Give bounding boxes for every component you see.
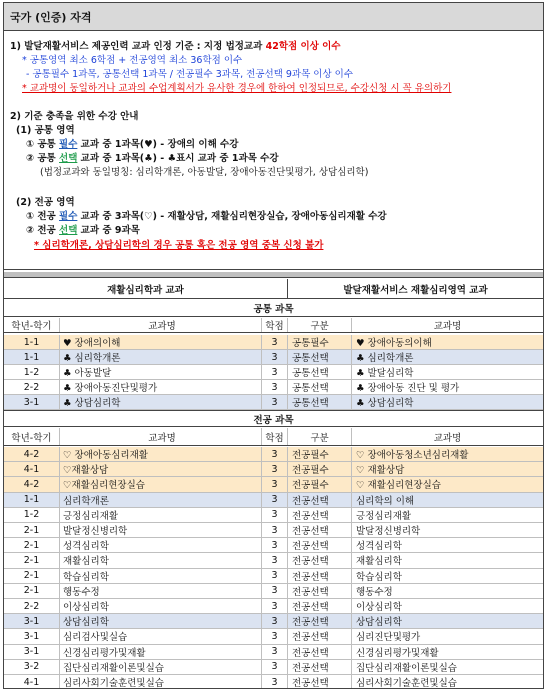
cell-type: 공통선택 xyxy=(288,395,352,409)
cell-term: 3-1 xyxy=(4,645,60,659)
col-course: 교과명 xyxy=(60,428,262,445)
col-type: 구분 xyxy=(288,428,352,445)
cell-credit: 3 xyxy=(262,523,288,537)
common-elective-rest: 교과 중 1과목(♣) - ♣표시 교과 중 1과목 수강 xyxy=(77,153,279,164)
major-elective-line xyxy=(26,225,140,237)
cell-term: 1-1 xyxy=(4,493,60,507)
common-required-prefix: ① 공통 xyxy=(26,139,60,150)
cell-credit: 3 xyxy=(262,584,288,598)
common-elective-line xyxy=(26,153,279,165)
cell-credit: 3 xyxy=(262,614,288,628)
common-courses-title: 공통 과목 xyxy=(4,300,543,317)
col-equivalent: 교과명 xyxy=(433,321,462,332)
cell-term: 1-1 xyxy=(4,335,60,349)
cell-course: 긍정심리재활 xyxy=(60,508,262,522)
col-course: 교과명 xyxy=(60,318,262,332)
cell-equivalent: ♡ 장애아동청소년심리재활 xyxy=(356,450,469,462)
cell-credit: 3 xyxy=(262,645,288,659)
cell-credit: 3 xyxy=(262,493,288,507)
cell-credit: 3 xyxy=(262,380,288,394)
common-required-rest: 교과 중 1과목(♥) - 장애의 이해 수강 xyxy=(77,139,239,150)
cell-course: 학습심리학 xyxy=(60,569,262,583)
common-elective-note: (법정교과와 동일명칭: 심리학개론, 아동발달, 장애아동진단및평가, 상담심리학) xyxy=(40,167,369,178)
cell-type: 전공선택 xyxy=(288,493,352,507)
cell-course: ♣ 상담심리학 xyxy=(60,395,262,409)
col-credit: 학점 xyxy=(262,428,288,445)
cell-course: 신경심리평가및재활 xyxy=(60,645,262,659)
cell-equivalent: 심리사회기술훈련및실습 xyxy=(356,678,457,689)
table-header xyxy=(4,279,543,299)
table-row xyxy=(4,569,543,584)
table-row xyxy=(4,365,543,380)
cell-type: 전공선택 xyxy=(288,645,352,659)
cell-course: 집단심리재활이론및실습 xyxy=(60,660,262,674)
major-area-heading: (2) 전공 영역 xyxy=(16,197,75,208)
cell-credit: 3 xyxy=(262,660,288,674)
cell-term: 2-1 xyxy=(4,584,60,598)
cell-type: 공통선택 xyxy=(288,365,352,379)
cell-term: 4-2 xyxy=(4,447,60,461)
cell-course: ♣ 심리학개론 xyxy=(60,350,262,364)
cell-term: 2-1 xyxy=(4,538,60,552)
cell-credit: 3 xyxy=(262,395,288,409)
cell-credit: 3 xyxy=(262,477,288,491)
cell-type: 공통선택 xyxy=(288,380,352,394)
cell-type: 전공선택 xyxy=(288,523,352,537)
cell-equivalent: 행동수정 xyxy=(356,586,393,598)
major-elective-prefix: ② 전공 xyxy=(26,225,60,236)
table-row xyxy=(4,335,543,350)
cell-course: 심리학개론 xyxy=(60,493,262,507)
cell-course: 행동수정 xyxy=(60,584,262,598)
cell-course: ♡재활심리현장실습 xyxy=(60,477,262,491)
page-title: 국가 (인증) 자격 xyxy=(4,3,543,31)
cell-course: ♡재활상담 xyxy=(60,462,262,476)
common-column-header xyxy=(4,318,543,333)
cell-credit: 3 xyxy=(262,335,288,349)
major-required-line xyxy=(26,211,387,223)
table-row xyxy=(4,538,543,553)
table-row xyxy=(4,395,543,410)
cell-course: 상담심리학 xyxy=(60,614,262,628)
major-elective-word: 선택 xyxy=(59,225,78,236)
table-row xyxy=(4,645,543,660)
cell-type: 전공선택 xyxy=(288,675,352,689)
cell-equivalent: 긍정심리재활 xyxy=(356,510,412,522)
cell-credit: 3 xyxy=(262,508,288,522)
cell-type: 전공선택 xyxy=(288,569,352,583)
cell-equivalent: 상담심리학 xyxy=(356,617,402,629)
table-row xyxy=(4,523,543,538)
cell-term: 3-1 xyxy=(4,629,60,643)
cell-type: 공통선택 xyxy=(288,350,352,364)
cell-course: 이상심리학 xyxy=(60,599,262,613)
right-table-heading: 발달재활서비스 재활심리영역 교과 xyxy=(343,284,488,296)
cell-type: 전공선택 xyxy=(288,508,352,522)
cell-type: 전공선택 xyxy=(288,584,352,598)
cell-type: 전공선택 xyxy=(288,599,352,613)
cell-term: 2-2 xyxy=(4,380,60,394)
cell-credit: 3 xyxy=(262,599,288,613)
cell-type: 전공필수 xyxy=(288,447,352,461)
cell-term: 3-1 xyxy=(4,614,60,628)
note-warning: * 교과명이 동일하거나 교과의 수업계획서가 유사한 경우에 한하여 인정되므로, 수강신청 시 꼭 유의하기 xyxy=(22,83,452,94)
cell-course: ♣ 장애아동진단및평가 xyxy=(60,380,262,394)
cell-equivalent: 발달정신병리학 xyxy=(356,526,421,538)
elective-word: 선택 xyxy=(59,153,78,164)
cell-equivalent: ♥ 장애아동의이해 xyxy=(356,338,432,349)
cell-course: 심리사회기술훈련및실습 xyxy=(60,675,262,689)
major-elective-rest: 교과 중 9과목 xyxy=(77,225,140,236)
cell-term: 3-2 xyxy=(4,660,60,674)
cell-course: 성격심리학 xyxy=(60,538,262,552)
table-row xyxy=(4,675,543,689)
cell-term: 2-1 xyxy=(4,553,60,567)
common-required-line xyxy=(26,139,238,151)
cell-equivalent: 이상심리학 xyxy=(356,602,402,614)
table-row xyxy=(4,508,543,523)
major-required-word: 필수 xyxy=(59,211,78,222)
col-credit: 학점 xyxy=(262,318,288,332)
cell-equivalent: 학습심리학 xyxy=(356,571,402,583)
major-required-prefix: ① 전공 xyxy=(26,211,60,222)
criteria-credits: 42학점 이상 이수 xyxy=(265,41,341,52)
cell-equivalent: ♡ 재활심리현장실습 xyxy=(356,480,441,492)
cell-type: 전공필수 xyxy=(288,477,352,491)
table-row xyxy=(4,553,543,568)
col-type: 구분 xyxy=(288,318,352,332)
cell-course: ♥ 장애의이해 xyxy=(60,335,262,349)
major-column-header xyxy=(4,428,543,446)
cell-credit: 3 xyxy=(262,569,288,583)
section-divider xyxy=(4,272,543,278)
cell-course: 심리검사및실습 xyxy=(60,629,262,643)
cell-credit: 3 xyxy=(262,365,288,379)
cell-term: 2-2 xyxy=(4,599,60,613)
cell-term: 4-2 xyxy=(4,477,60,491)
table-row xyxy=(4,380,543,395)
required-word: 필수 xyxy=(59,139,78,150)
criteria-line xyxy=(10,41,341,53)
cell-course: 재활심리학 xyxy=(60,553,262,567)
cell-credit: 3 xyxy=(262,629,288,643)
table-row xyxy=(4,584,543,599)
guide-section xyxy=(4,31,543,270)
table-row xyxy=(4,614,543,629)
table-row xyxy=(4,493,543,508)
cell-type: 공통필수 xyxy=(288,335,352,349)
col-term: 학년-학기 xyxy=(4,318,60,332)
left-table-heading: 재활심리학과 교과 xyxy=(4,279,288,298)
cell-equivalent: 신경심리평가및재활 xyxy=(356,647,439,659)
col-term: 학년-학기 xyxy=(4,428,60,445)
cell-course: ♣ 아동발달 xyxy=(60,365,262,379)
table-row xyxy=(4,350,543,365)
cell-credit: 3 xyxy=(262,462,288,476)
guide-heading: 2) 기준 충족을 위한 수강 안내 xyxy=(10,111,139,122)
cell-equivalent: ♣ 상담심리학 xyxy=(356,398,414,409)
cell-term: 1-1 xyxy=(4,350,60,364)
note-courses: - 공통필수 1과목, 공통선택 1과목 / 전공필수 3과목, 전공선택 9과목 이상 이수 xyxy=(26,69,354,80)
cell-equivalent: 집단심리재활이론및실습 xyxy=(356,662,457,674)
cell-equivalent: ♣ 심리학개론 xyxy=(356,353,414,364)
cell-type: 전공선택 xyxy=(288,538,352,552)
cell-term: 1-2 xyxy=(4,508,60,522)
major-required-rest: 교과 중 3과목(♡) - 재활상담, 재활심리현장실습, 장애아동심리재활 수강 xyxy=(77,211,387,222)
cell-credit: 3 xyxy=(262,538,288,552)
qualification-panel xyxy=(3,2,544,689)
table-row xyxy=(4,629,543,644)
cell-credit: 3 xyxy=(262,675,288,689)
cell-equivalent: ♣ 장애아동 진단 및 평가 xyxy=(356,383,460,394)
cell-credit: 3 xyxy=(262,350,288,364)
note-credits: * 공통영역 최소 6학점 + 전공영역 최소 36학점 이수 xyxy=(22,55,243,66)
table-row xyxy=(4,462,543,477)
cell-credit: 3 xyxy=(262,553,288,567)
table-row xyxy=(4,660,543,675)
cell-credit: 3 xyxy=(262,447,288,461)
table-row xyxy=(4,447,543,462)
cell-term: 4-1 xyxy=(4,462,60,476)
cell-type: 전공선택 xyxy=(288,614,352,628)
cell-term: 3-1 xyxy=(4,395,60,409)
major-courses-title: 전공 과목 xyxy=(4,410,543,427)
criteria-text: 1) 발달재활서비스 제공인력 교과 인정 기준 : 지정 법정교과 xyxy=(10,41,266,52)
common-elective-prefix: ② 공통 xyxy=(26,153,60,164)
cell-type: 전공선택 xyxy=(288,629,352,643)
cell-equivalent: 심리학의 이해 xyxy=(356,495,415,507)
col-equivalent: 교과명 xyxy=(433,432,462,444)
table-row xyxy=(4,599,543,614)
duplicate-warning: * 심리학개론, 상담심리학의 경우 공통 혹은 전공 영역 중복 신청 불가 xyxy=(34,240,324,251)
cell-term: 4-1 xyxy=(4,675,60,689)
cell-type: 전공선택 xyxy=(288,553,352,567)
common-area-heading: (1) 공통 영역 xyxy=(16,125,75,136)
table-row xyxy=(4,477,543,492)
cell-equivalent: 재활심리학 xyxy=(356,556,402,568)
cell-type: 전공선택 xyxy=(288,660,352,674)
cell-equivalent: 성격심리학 xyxy=(356,541,402,553)
cell-equivalent: ♣ 발달심리학 xyxy=(356,368,414,379)
cell-course: 발달정신병리학 xyxy=(60,523,262,537)
cell-type: 전공필수 xyxy=(288,462,352,476)
cell-term: 1-2 xyxy=(4,365,60,379)
cell-equivalent: 심리진단및평가 xyxy=(356,632,421,644)
cell-course: ♡ 장애아동심리재활 xyxy=(60,447,262,461)
cell-term: 2-1 xyxy=(4,569,60,583)
cell-term: 2-1 xyxy=(4,523,60,537)
cell-equivalent: ♡ 재활상담 xyxy=(356,465,405,477)
